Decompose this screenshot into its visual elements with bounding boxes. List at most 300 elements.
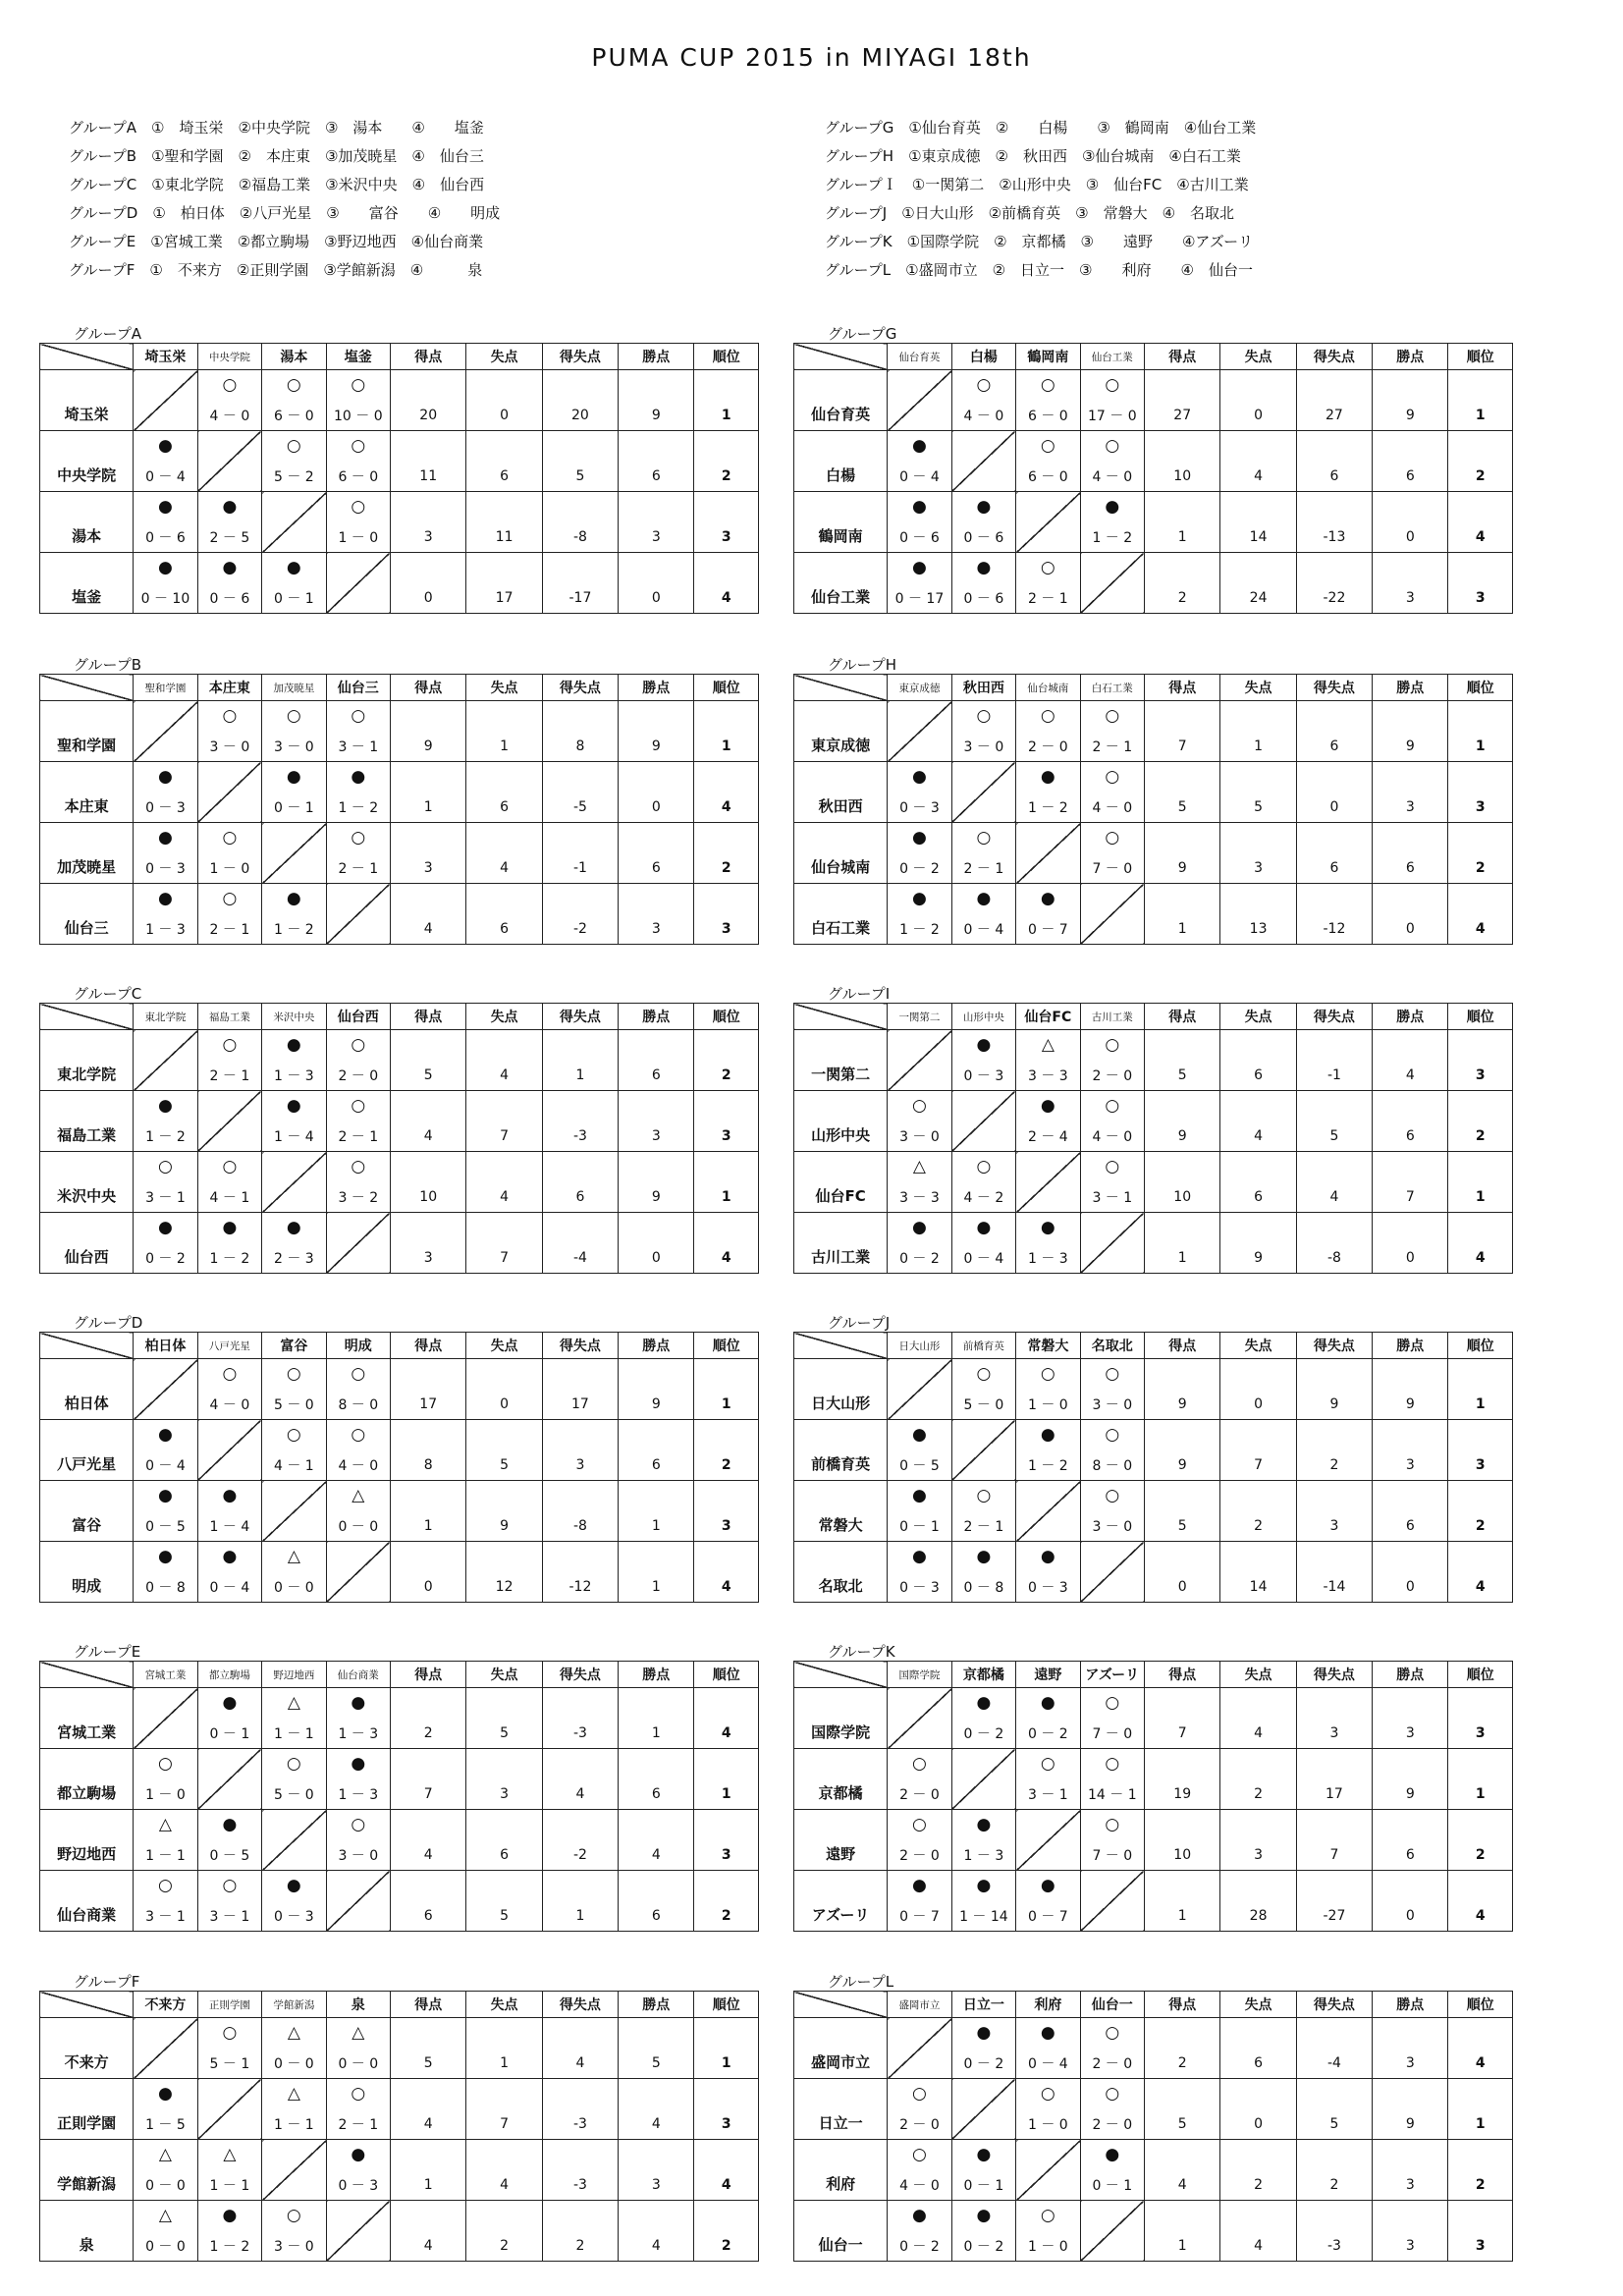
stat-value: 1 — [542, 1871, 618, 1932]
match-result — [888, 884, 951, 945]
match-score: 2 － 1 — [963, 1519, 1004, 1535]
stat-value: 6 — [391, 1871, 466, 1932]
stat-value: 27 — [1145, 370, 1220, 431]
stat-value: 0 — [1296, 762, 1372, 823]
match-score: 1 － 0 — [1027, 2117, 1068, 2133]
result-mark-icon: ● — [286, 767, 301, 787]
stat-value: -3 — [1296, 2201, 1372, 2262]
match-score: 0 － 1 — [273, 591, 314, 607]
rank-value: 1 — [1448, 1359, 1513, 1420]
result-mark-icon: ● — [286, 1035, 301, 1055]
result-mark-icon: ● — [222, 1218, 238, 1237]
match-result — [1080, 492, 1144, 553]
match-result — [197, 1030, 261, 1091]
match-result — [134, 1213, 197, 1274]
stat-value: 5 — [1145, 1481, 1220, 1542]
stat-value: 5 — [466, 1871, 542, 1932]
rank-value: 3 — [1448, 1030, 1513, 1091]
stat-value: -3 — [542, 1091, 618, 1152]
match-result — [888, 762, 951, 823]
match-score: 1 － 2 — [209, 1251, 250, 1267]
stat-value: 9 — [1145, 1420, 1220, 1481]
result-mark-icon: ○ — [1105, 1754, 1120, 1774]
stat-value: 9 — [619, 1152, 694, 1213]
result-mark-icon: ● — [286, 1218, 301, 1237]
result-mark-icon: ● — [976, 1035, 992, 1055]
match-result — [1016, 884, 1080, 945]
column-team-name: 都立駒場 — [197, 1662, 261, 1688]
result-mark-icon: ● — [1105, 2145, 1120, 2164]
stat-header: 勝点 — [1373, 675, 1448, 701]
match-result — [1016, 1420, 1080, 1481]
match-result — [1016, 2201, 1080, 2262]
group-table — [39, 1314, 759, 1603]
result-mark-icon: ○ — [351, 375, 366, 395]
result-mark-icon: ● — [286, 1876, 301, 1895]
stat-header: 得点 — [1145, 675, 1220, 701]
result-mark-icon: ○ — [976, 706, 992, 726]
match-score: 0 － 4 — [899, 469, 940, 485]
match-score: 4 － 2 — [963, 1190, 1004, 1206]
match-score: 2 － 0 — [1027, 739, 1068, 755]
match-score: 10 － 0 — [333, 409, 383, 424]
table-row — [40, 1810, 759, 1871]
match-score: 0 － 2 — [963, 2056, 1004, 2072]
row-team-name: 明成 — [40, 1542, 134, 1603]
stat-value: 7 — [1220, 1420, 1296, 1481]
match-result — [197, 884, 261, 945]
diagonal-cell — [197, 431, 261, 492]
match-result — [326, 492, 390, 553]
table-row — [40, 884, 759, 945]
rank-value: 4 — [1448, 884, 1513, 945]
stat-header: 順位 — [694, 1333, 759, 1359]
column-team-name: 京都橘 — [951, 1662, 1015, 1688]
match-result — [134, 1810, 197, 1871]
match-result — [197, 370, 261, 431]
result-mark-icon: ● — [1040, 1693, 1055, 1713]
result-mark-icon: ● — [912, 558, 927, 577]
stat-value: 6 — [619, 1420, 694, 1481]
match-score: 0 － 0 — [145, 2239, 186, 2255]
stat-header: 順位 — [694, 1992, 759, 2018]
stat-header: 順位 — [694, 675, 759, 701]
group-name: グループE — [74, 1643, 141, 1661]
rank-value: 2 — [694, 1871, 759, 1932]
match-result — [326, 1481, 390, 1542]
table-row — [794, 1091, 1513, 1152]
diagonal-cell — [134, 1688, 197, 1749]
match-score: 1 － 3 — [273, 1068, 314, 1084]
rank-value: 1 — [1448, 2079, 1513, 2140]
result-mark-icon: ● — [1040, 1876, 1055, 1895]
stat-value: 9 — [619, 1359, 694, 1420]
row-team-name: 国際学院 — [794, 1688, 888, 1749]
stat-value: 5 — [391, 1030, 466, 1091]
result-mark-icon: ● — [222, 1486, 238, 1505]
match-score: 0 － 4 — [209, 1580, 250, 1596]
stat-header: 順位 — [694, 1004, 759, 1030]
stat-value: 4 — [619, 1810, 694, 1871]
result-mark-icon: ● — [222, 1815, 238, 1834]
result-mark-icon: △ — [287, 2084, 300, 2104]
match-result — [1080, 1688, 1144, 1749]
column-team-name: 埼玉栄 — [134, 344, 197, 370]
legend-line: グループA ① 埼玉栄 ②中央学院 ③ 湯本 ④ 塩釜 — [69, 119, 484, 137]
stat-value: 9 — [619, 370, 694, 431]
stat-header: 得点 — [1145, 344, 1220, 370]
rank-value: 4 — [1448, 1871, 1513, 1932]
table-row — [40, 1030, 759, 1091]
table-row — [40, 1091, 759, 1152]
match-result — [1080, 2018, 1144, 2079]
match-result — [134, 1749, 197, 1810]
table-row — [40, 762, 759, 823]
match-result — [197, 1213, 261, 1274]
rank-value: 1 — [694, 1359, 759, 1420]
match-result — [262, 553, 326, 614]
match-result — [951, 2018, 1015, 2079]
match-score: 1 － 2 — [1092, 530, 1133, 546]
stat-value: 4 — [1220, 431, 1296, 492]
diagonal-cell — [1016, 2140, 1080, 2201]
stat-value: 9 — [1145, 1091, 1220, 1152]
row-team-name: 常磐大 — [794, 1481, 888, 1542]
match-result — [1016, 553, 1080, 614]
stat-value: 3 — [619, 1091, 694, 1152]
match-score: 0 － 0 — [273, 2056, 314, 2072]
result-mark-icon: ● — [912, 1547, 927, 1566]
stat-value: 11 — [466, 492, 542, 553]
match-score: 0 － 0 — [273, 1580, 314, 1596]
rank-value: 4 — [694, 1688, 759, 1749]
row-team-name: 仙台西 — [40, 1213, 134, 1274]
row-team-name: 湯本 — [40, 492, 134, 553]
result-mark-icon: ● — [158, 558, 173, 577]
match-result — [326, 1749, 390, 1810]
match-score: 0 － 0 — [338, 2056, 379, 2072]
stat-value: 6 — [466, 431, 542, 492]
stat-value: 12 — [466, 1542, 542, 1603]
match-result — [888, 2201, 951, 2262]
legend-line: グループB ①聖和学園 ② 本庄東 ③加茂暁星 ④ 仙台三 — [69, 147, 484, 165]
match-result — [888, 431, 951, 492]
table-row — [794, 1810, 1513, 1871]
rank-value: 4 — [694, 553, 759, 614]
diagonal-cell — [326, 884, 390, 945]
result-mark-icon: ○ — [1105, 767, 1120, 787]
corner-cell — [40, 675, 134, 701]
diagonal-cell — [1080, 2201, 1144, 2262]
result-mark-icon: ○ — [222, 375, 238, 395]
match-score: 5 － 1 — [209, 2056, 250, 2072]
stat-value: 4 — [391, 2079, 466, 2140]
match-score: 0 － 5 — [899, 1458, 940, 1474]
match-score: 7 － 0 — [1092, 1726, 1133, 1742]
match-score: 1 － 2 — [1027, 1458, 1068, 1474]
stat-value: -2 — [542, 884, 618, 945]
stat-value: 6 — [1296, 431, 1372, 492]
match-result — [326, 1152, 390, 1213]
match-score: 4 － 0 — [1092, 469, 1133, 485]
match-score: 0 － 2 — [1027, 1726, 1068, 1742]
match-result — [197, 553, 261, 614]
match-result — [326, 1810, 390, 1871]
match-score: 3 － 1 — [338, 739, 379, 755]
row-team-name: 正則学園 — [40, 2079, 134, 2140]
match-score: 1 － 0 — [209, 861, 250, 877]
match-score: 0 － 2 — [899, 861, 940, 877]
match-score: 0 － 0 — [338, 1519, 379, 1535]
table-row — [40, 1359, 759, 1420]
diagonal-cell — [888, 370, 951, 431]
column-team-name: 前橋育英 — [951, 1333, 1015, 1359]
match-score: 0 － 5 — [145, 1519, 186, 1535]
stat-value: 3 — [391, 492, 466, 553]
stat-header: 勝点 — [619, 1333, 694, 1359]
match-result — [1080, 762, 1144, 823]
result-mark-icon: ○ — [351, 1035, 366, 1055]
match-score: 4 － 0 — [209, 409, 250, 424]
diagonal-cell — [134, 370, 197, 431]
result-mark-icon: ○ — [1040, 436, 1055, 456]
result-mark-icon: ○ — [351, 1096, 366, 1116]
match-result — [888, 2079, 951, 2140]
column-team-name: 塩釜 — [326, 344, 390, 370]
column-team-name: 富谷 — [262, 1333, 326, 1359]
stat-header: 順位 — [1448, 1662, 1513, 1688]
match-result — [134, 1152, 197, 1213]
result-mark-icon: ○ — [222, 1035, 238, 1055]
row-team-name: 聖和学園 — [40, 701, 134, 762]
rank-value: 2 — [694, 823, 759, 884]
match-score: 3 － 1 — [1027, 1787, 1068, 1803]
diagonal-cell — [1016, 492, 1080, 553]
stat-value: 2 — [1296, 2140, 1372, 2201]
match-score: 8 － 0 — [338, 1397, 379, 1413]
rank-value: 4 — [694, 762, 759, 823]
stat-value: 1 — [1145, 1213, 1220, 1274]
match-result — [326, 823, 390, 884]
column-team-name: 常磐大 — [1016, 1333, 1080, 1359]
match-result — [951, 1359, 1015, 1420]
match-result — [197, 1871, 261, 1932]
result-mark-icon: ○ — [1040, 1754, 1055, 1774]
stat-header: 得失点 — [542, 1004, 618, 1030]
legend-line: グループC ①東北学院 ②福島工業 ③米沢中央 ④ 仙台西 — [69, 176, 485, 193]
stat-value: 0 — [619, 762, 694, 823]
match-result — [134, 1542, 197, 1603]
match-result — [134, 823, 197, 884]
result-mark-icon: △ — [352, 2023, 365, 2043]
row-team-name: 利府 — [794, 2140, 888, 2201]
rank-value: 2 — [1448, 1810, 1513, 1871]
stat-value: 0 — [1373, 492, 1448, 553]
match-score: 0 － 2 — [963, 1726, 1004, 1742]
stat-value: 9 — [466, 1481, 542, 1542]
result-mark-icon: ○ — [286, 1425, 301, 1445]
match-result — [262, 1091, 326, 1152]
stat-value: -22 — [1296, 553, 1372, 614]
group-name: グループA — [74, 325, 142, 343]
match-result — [1016, 1030, 1080, 1091]
stat-value: -12 — [542, 1542, 618, 1603]
rank-value: 3 — [1448, 762, 1513, 823]
stat-header: 得失点 — [542, 1662, 618, 1688]
group-name: グループG — [828, 325, 897, 343]
stat-value: 1 — [619, 1542, 694, 1603]
result-mark-icon: ○ — [976, 1486, 992, 1505]
table-row — [794, 1359, 1513, 1420]
stat-value: 6 — [1296, 823, 1372, 884]
match-result — [134, 431, 197, 492]
match-result — [951, 1030, 1015, 1091]
column-team-name: 中央学院 — [197, 344, 261, 370]
match-score: 2 － 0 — [899, 2117, 940, 2133]
stat-value: 1 — [1145, 884, 1220, 945]
rank-value: 4 — [694, 1213, 759, 1274]
corner-cell — [40, 1333, 134, 1359]
result-mark-icon: ● — [286, 889, 301, 908]
row-team-name: 東京成徳 — [794, 701, 888, 762]
match-score: 2 － 0 — [1092, 1068, 1133, 1084]
column-team-name: 八戸光星 — [197, 1333, 261, 1359]
stat-value: 17 — [542, 1359, 618, 1420]
match-score: 1 － 0 — [1027, 1397, 1068, 1413]
match-score: 0 － 1 — [209, 1726, 250, 1742]
match-result — [134, 2140, 197, 2201]
diagonal-cell — [262, 1481, 326, 1542]
column-team-name: 一関第二 — [888, 1004, 951, 1030]
result-mark-icon: ○ — [351, 828, 366, 847]
diagonal-cell — [197, 762, 261, 823]
rank-value: 2 — [694, 431, 759, 492]
stat-value: 1 — [391, 2140, 466, 2201]
row-team-name: 鶴岡南 — [794, 492, 888, 553]
result-mark-icon: ○ — [158, 1876, 173, 1895]
row-team-name: 柏日体 — [40, 1359, 134, 1420]
match-result — [326, 431, 390, 492]
row-team-name: 仙台城南 — [794, 823, 888, 884]
stat-value: 0 — [1220, 2079, 1296, 2140]
table-row — [40, 2201, 759, 2262]
match-score: 1 － 3 — [145, 922, 186, 938]
match-score: 0 － 7 — [1027, 922, 1068, 938]
diagonal-cell — [951, 1420, 1015, 1481]
row-team-name: 仙台商業 — [40, 1871, 134, 1932]
stat-value: 27 — [1296, 370, 1372, 431]
table-row — [794, 492, 1513, 553]
stat-value: 7 — [1373, 1152, 1448, 1213]
diagonal-cell — [1080, 553, 1144, 614]
row-team-name: 福島工業 — [40, 1091, 134, 1152]
match-result — [1016, 2079, 1080, 2140]
legend-line: グループF ① 不来方 ②正則学園 ③学館新潟 ④ 泉 — [69, 261, 483, 279]
result-mark-icon: ○ — [1105, 436, 1120, 456]
stat-value: 0 — [466, 1359, 542, 1420]
column-team-name: 聖和学園 — [134, 675, 197, 701]
result-mark-icon: ○ — [1040, 2084, 1055, 2104]
stat-value: 4 — [1145, 2140, 1220, 2201]
stat-header: 失点 — [466, 1662, 542, 1688]
stat-value: 4 — [1220, 1091, 1296, 1152]
result-mark-icon: ○ — [222, 1364, 238, 1384]
stat-header: 得点 — [391, 675, 466, 701]
match-score: 4 － 0 — [209, 1397, 250, 1413]
stat-value: 4 — [466, 1030, 542, 1091]
diagonal-cell — [951, 1749, 1015, 1810]
stat-value: 9 — [391, 701, 466, 762]
stat-value: -8 — [1296, 1213, 1372, 1274]
match-result — [1016, 1091, 1080, 1152]
match-score: 0 － 3 — [963, 1068, 1004, 1084]
stat-value: 9 — [1373, 370, 1448, 431]
stat-header: 得点 — [1145, 1992, 1220, 2018]
stat-value: 1 — [391, 762, 466, 823]
match-score: 4 － 0 — [1092, 1129, 1133, 1145]
result-mark-icon: ○ — [1040, 1364, 1055, 1384]
column-team-name: 国際学院 — [888, 1662, 951, 1688]
result-mark-icon: ○ — [1040, 706, 1055, 726]
result-mark-icon: ● — [976, 2145, 992, 2164]
stat-value: 3 — [619, 2140, 694, 2201]
stat-value: -4 — [1296, 2018, 1372, 2079]
diagonal-cell — [888, 1688, 951, 1749]
match-result — [1080, 1481, 1144, 1542]
stat-value: 2 — [1220, 2140, 1296, 2201]
result-mark-icon: ○ — [351, 1157, 366, 1176]
diagonal-cell — [951, 2079, 1015, 2140]
column-team-name: 仙台工業 — [1080, 344, 1144, 370]
row-team-name: 遠野 — [794, 1810, 888, 1871]
stat-value: 3 — [1220, 823, 1296, 884]
result-mark-icon: ● — [158, 1425, 173, 1445]
match-score: 14 － 1 — [1087, 1787, 1137, 1803]
result-mark-icon: ● — [976, 2023, 992, 2043]
match-score: 3 － 1 — [145, 1190, 186, 1206]
stat-value: 4 — [391, 1091, 466, 1152]
result-mark-icon: ● — [912, 767, 927, 787]
match-score: 1 － 1 — [273, 1726, 314, 1742]
table-row — [794, 431, 1513, 492]
column-team-name: 遠野 — [1016, 1662, 1080, 1688]
match-score: 4 － 0 — [963, 409, 1004, 424]
match-result — [888, 553, 951, 614]
stat-value: 10 — [1145, 431, 1220, 492]
stat-header: 順位 — [1448, 675, 1513, 701]
match-result — [1016, 762, 1080, 823]
match-result — [888, 492, 951, 553]
stat-header: 得点 — [391, 344, 466, 370]
rank-value: 2 — [1448, 1481, 1513, 1542]
stat-header: 失点 — [466, 1333, 542, 1359]
rank-value: 4 — [1448, 1542, 1513, 1603]
stat-value: 9 — [1145, 823, 1220, 884]
match-result — [197, 701, 261, 762]
match-score: 1 － 0 — [338, 530, 379, 546]
result-mark-icon: ● — [976, 1876, 992, 1895]
table-row — [794, 1152, 1513, 1213]
stat-value: 1 — [1220, 701, 1296, 762]
result-mark-icon: ○ — [351, 436, 366, 456]
match-result — [951, 370, 1015, 431]
column-team-name: 東京成徳 — [888, 675, 951, 701]
result-mark-icon: ● — [912, 828, 927, 847]
match-result — [1080, 1420, 1144, 1481]
stat-value: 6 — [1220, 1030, 1296, 1091]
stat-header: 得点 — [1145, 1662, 1220, 1688]
match-score: 2 － 0 — [1092, 2117, 1133, 2133]
